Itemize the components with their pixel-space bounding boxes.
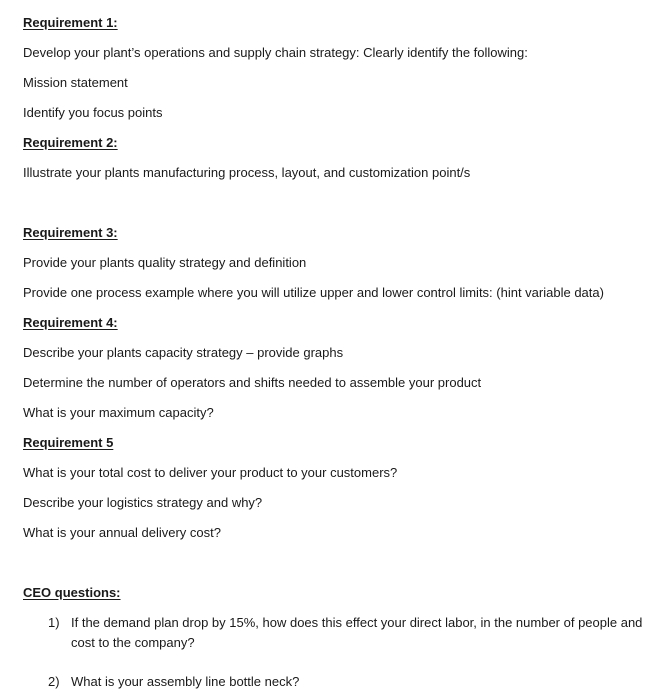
requirement-4-line: Determine the number of operators and shifts needed to assemble your product: [23, 375, 482, 390]
ceo-question-number: 1): [48, 615, 60, 630]
ceo-question-text: If the demand plan drop by 15%, how does this effect your direct labor, in the number of people and cost to the company?: [71, 615, 643, 650]
requirement-5-line: What is your annual delivery cost?: [23, 525, 221, 540]
requirement-1-heading: Requirement 1:: [23, 15, 118, 30]
requirement-1-line: Mission statement: [23, 75, 128, 90]
requirement-5-line: Describe your logistics strategy and why?: [23, 495, 263, 510]
requirement-3-heading: Requirement 3:: [23, 225, 118, 240]
requirement-4-line: Describe your plants capacity strategy – provide graphs: [23, 345, 344, 360]
requirement-5-line: What is your total cost to deliver your product to your customers?: [23, 465, 398, 480]
requirement-3-line: Provide one process example where you will utilize upper and lower control limits: (hint variable data): [23, 285, 604, 300]
requirement-1-line: Identify you focus points: [23, 105, 163, 120]
requirement-5-heading: Requirement 5: [23, 435, 114, 450]
requirement-2-heading: Requirement 2:: [23, 135, 118, 150]
ceo-question-text: What is your assembly line bottle neck?: [71, 674, 300, 689]
requirement-4-line: What is your maximum capacity?: [23, 405, 214, 420]
requirement-2-line: Illustrate your plants manufacturing process, layout, and customization point/s: [23, 165, 471, 180]
ceo-question-number: 2): [48, 674, 60, 689]
requirement-1-line: Develop your plant’s operations and supply chain strategy: Clearly identify the following:: [23, 45, 528, 60]
ceo-questions-heading: CEO questions:: [23, 585, 121, 600]
requirement-4-heading: Requirement 4:: [23, 315, 118, 330]
requirement-3-line: Provide your plants quality strategy and definition: [23, 255, 307, 270]
